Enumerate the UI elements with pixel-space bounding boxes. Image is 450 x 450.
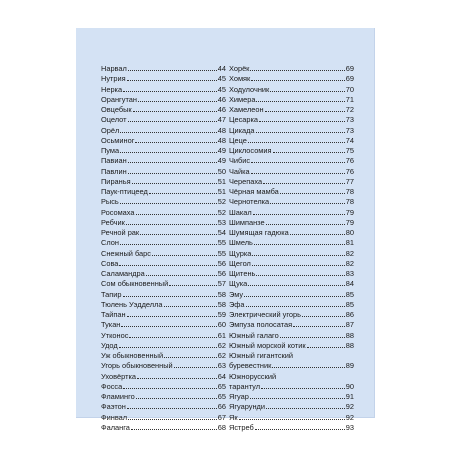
entry-name: Пиранья [101, 176, 131, 186]
entry-page: 69 [345, 74, 354, 84]
leader-dots [252, 255, 344, 256]
index-entry [101, 136, 226, 146]
index-entry [229, 64, 354, 74]
entry-page: 76 [345, 166, 354, 176]
leader-dots [129, 337, 216, 338]
leader-dots [174, 367, 217, 368]
index-entry [229, 136, 354, 146]
index-entry [101, 218, 226, 228]
entry-name: Цесарка [229, 115, 258, 125]
index-entry [101, 126, 226, 136]
entry-name: Тайпан [101, 310, 126, 319]
entry-name: Тюлень Уэдделла [101, 299, 163, 309]
index-entry [101, 249, 226, 259]
entry-name: Фаэтон [101, 402, 126, 412]
entry-page: 67 [217, 412, 226, 422]
leader-dots [149, 193, 217, 194]
entry-page: 80 [345, 228, 354, 237]
leader-dots [250, 70, 344, 71]
leader-dots [239, 419, 345, 420]
leader-dots [127, 408, 217, 409]
entry-page: 79 [345, 217, 354, 227]
leader-dots [128, 419, 217, 420]
entry-name-line1: Южный гигантский [229, 351, 294, 360]
index-entry [229, 167, 354, 177]
leader-dots [256, 101, 344, 102]
entry-page: 79 [345, 207, 354, 217]
leader-dots [121, 326, 216, 327]
entry-page: 92 [345, 402, 354, 412]
leader-dots [265, 111, 345, 112]
entry-page: 50 [217, 166, 226, 176]
index-entry [229, 331, 354, 341]
leader-dots [302, 316, 345, 317]
index-entry [229, 341, 354, 351]
entry-page: 77 [345, 176, 354, 186]
entry-name: Павиан [101, 156, 127, 166]
index-entry [101, 269, 226, 279]
entry-page: 56 [217, 258, 226, 268]
index-entry-wrapped [229, 372, 354, 393]
entry-page: 78 [345, 197, 354, 207]
entry-page: 92 [345, 412, 354, 422]
entry-name: Речной рак [101, 228, 140, 237]
index-entry [229, 85, 354, 95]
entry-page: 48 [217, 135, 226, 145]
entry-name: Фосса [101, 381, 123, 391]
index-entry [229, 300, 354, 310]
entry-name: Пума [101, 146, 120, 155]
leader-dots [254, 244, 345, 245]
index-entry [229, 126, 354, 136]
leader-dots [127, 80, 217, 81]
entry-name-line2: тарантул [229, 381, 261, 391]
entry-name: Нутрия [101, 74, 126, 84]
index-entry [229, 156, 354, 166]
index-entry [229, 218, 354, 228]
index-entry [101, 197, 226, 207]
entry-name: Хомяк [229, 74, 251, 84]
entry-name: Орангутан [101, 94, 137, 104]
entry-name: Угорь обыкновенный [101, 361, 173, 371]
entry-page: 85 [345, 289, 354, 299]
entry-name: Химера [229, 94, 256, 104]
leader-dots [132, 183, 217, 184]
entry-name: Ходулочник [229, 84, 270, 94]
entry-name: Фаланга [101, 422, 130, 432]
leader-dots [128, 173, 217, 174]
entry-name: Нерка [101, 84, 123, 94]
leader-dots [133, 111, 217, 112]
index-entry [229, 74, 354, 84]
entry-page: 88 [345, 330, 354, 340]
entry-page: 49 [217, 146, 226, 155]
entry-name: Южный галаго [229, 330, 279, 340]
entry-name: Эфа [229, 299, 245, 309]
entry-name: Нарвал [101, 64, 127, 73]
index-entry [101, 372, 226, 382]
entry-name: Сом обыкновенный [101, 279, 169, 289]
index-entry [101, 64, 226, 74]
entry-name: Орёл [101, 125, 120, 135]
leader-dots [135, 142, 216, 143]
index-entry [101, 156, 226, 166]
leader-dots [251, 173, 345, 174]
index-entry [101, 351, 226, 361]
entry-name: Уховёртка [101, 371, 136, 381]
entry-name: Ягуарунди [229, 402, 266, 412]
entry-page: 91 [345, 392, 354, 401]
index-entry [229, 177, 354, 187]
leader-dots [272, 367, 344, 368]
index-entry [229, 259, 354, 269]
index-entry [101, 105, 226, 115]
entry-name: Рысь [101, 197, 119, 207]
entry-page: 51 [217, 176, 226, 186]
leader-dots [255, 429, 345, 430]
index-entry [229, 187, 354, 197]
index-entry [101, 361, 226, 371]
index-entry [229, 392, 354, 402]
entry-name: Электрический угорь [229, 310, 301, 319]
entry-page: 65 [217, 381, 226, 391]
leader-dots [169, 285, 217, 286]
entry-page: 85 [345, 299, 354, 309]
index-entry [101, 208, 226, 218]
entry-name: Уж обыкновенный [101, 351, 164, 360]
entry-name: Як [229, 412, 238, 422]
entry-page: 48 [217, 125, 226, 135]
index-entry [229, 413, 354, 423]
leader-dots [131, 429, 217, 430]
entry-page: 47 [217, 115, 226, 125]
entry-name: Удод [101, 340, 118, 350]
index-entry [101, 228, 226, 238]
entry-name: Чайка [229, 166, 250, 176]
leader-dots [246, 306, 345, 307]
entry-page: 74 [345, 135, 354, 145]
entry-name: Овцебык [101, 105, 132, 114]
leader-dots [123, 91, 217, 92]
entry-page: 55 [217, 238, 226, 248]
leader-dots [266, 224, 345, 225]
entry-page: 81 [345, 238, 354, 248]
entry-page: 82 [345, 258, 354, 268]
index-entry [101, 279, 226, 289]
index-entry [101, 331, 226, 341]
entry-page: 71 [345, 94, 354, 104]
entry-page: 93 [345, 422, 354, 432]
entry-name: Хорёк [229, 64, 250, 73]
index-entry [229, 279, 354, 289]
entry-name: Шумящая гадюка [229, 228, 289, 237]
entry-page: 56 [217, 269, 226, 278]
index-entry [101, 300, 226, 310]
leader-dots [119, 347, 217, 348]
index-entry [101, 238, 226, 248]
index-entry [101, 85, 226, 95]
index-entry [229, 197, 354, 207]
entry-name: Павлин [101, 166, 127, 176]
entry-name-line2-row [229, 382, 354, 392]
leader-dots [120, 152, 217, 153]
entry-page: 64 [217, 371, 226, 381]
entry-name-line2-row [229, 361, 354, 371]
entry-page: 58 [217, 289, 226, 299]
entry-name: Ягуар [229, 392, 249, 401]
entry-page: 90 [345, 381, 354, 391]
index-entry [101, 259, 226, 269]
entry-name: Южный морской котик [229, 340, 306, 350]
entry-page: 65 [217, 392, 226, 401]
entry-page: 76 [345, 156, 354, 166]
leader-dots [119, 265, 216, 266]
leader-dots [280, 337, 345, 338]
entry-page: 53 [217, 217, 226, 227]
leader-dots [266, 408, 345, 409]
index-entry [229, 402, 354, 412]
leader-dots [146, 275, 217, 276]
leader-dots [120, 244, 217, 245]
index-entry [101, 146, 226, 156]
entry-page: 60 [217, 320, 226, 330]
entry-name: Слон [101, 238, 119, 248]
entry-page: 46 [217, 94, 226, 104]
index-entry [229, 423, 354, 433]
leader-dots [164, 306, 217, 307]
leader-dots [252, 265, 345, 266]
leader-dots [128, 70, 217, 71]
leader-dots [152, 255, 217, 256]
entry-page: 59 [217, 310, 226, 319]
index-entry [101, 413, 226, 423]
entry-page: 72 [345, 105, 354, 114]
entry-name: Сова [101, 258, 119, 268]
entry-page: 88 [345, 340, 354, 350]
leader-dots [128, 162, 217, 163]
leader-dots [307, 347, 345, 348]
leader-dots [123, 296, 217, 297]
index-entry [229, 146, 354, 156]
index-column-right [229, 64, 354, 433]
index-column-left [101, 64, 226, 433]
leader-dots [164, 357, 217, 358]
entry-name: Шакал [229, 207, 252, 217]
entry-name: Щурка [229, 248, 252, 258]
entry-page: 82 [345, 248, 354, 258]
leader-dots [270, 91, 344, 92]
book-page [76, 28, 375, 432]
index-entry [229, 310, 354, 320]
leader-dots [136, 398, 217, 399]
leader-dots [136, 214, 217, 215]
leader-dots [293, 326, 345, 327]
leader-dots [251, 162, 345, 163]
entry-name-line2: буревестник [229, 361, 272, 371]
index-entry-wrapped [229, 351, 354, 372]
entry-page: 61 [217, 330, 226, 340]
entry-name: Осьминог [101, 135, 135, 145]
leader-dots [256, 132, 345, 133]
entry-name: Тукан [101, 320, 121, 330]
entry-name: Саламандра [101, 269, 145, 278]
entry-page: 66 [217, 402, 226, 412]
entry-page: 52 [217, 207, 226, 217]
index-entry [229, 290, 354, 300]
entry-page: 63 [217, 361, 226, 371]
entry-name: Чернотелка [229, 197, 270, 207]
index-entry [101, 402, 226, 412]
entry-page: 87 [345, 320, 354, 330]
entry-name: Эму [229, 289, 244, 299]
entry-name: Щегол [229, 258, 251, 268]
index-entry [101, 167, 226, 177]
index-entry [101, 187, 226, 197]
entry-name: Шимпанзе [229, 217, 265, 227]
entry-name: Циклосомия [229, 146, 272, 155]
entry-page: 45 [217, 84, 226, 94]
leader-dots [248, 142, 345, 143]
entry-page: 84 [345, 279, 354, 289]
leader-dots [126, 224, 217, 225]
leader-dots [253, 214, 345, 215]
entry-name: Тапир [101, 289, 122, 299]
entry-page: 89 [345, 361, 354, 371]
entry-page: 49 [217, 156, 226, 166]
index-entry [101, 290, 226, 300]
entry-name: Оцелот [101, 115, 127, 125]
index-entry [229, 269, 354, 279]
entry-name: Щитень [229, 269, 256, 278]
leader-dots [248, 285, 344, 286]
index-entry [101, 310, 226, 320]
index-entry [229, 105, 354, 115]
entry-name: Ястреб [229, 422, 254, 432]
entry-name: Фламинго [101, 392, 135, 401]
leader-dots [127, 316, 217, 317]
index-entry [101, 392, 226, 402]
entry-page: 46 [217, 105, 226, 114]
entry-name: Паук-птицеед [101, 187, 148, 196]
leader-dots [123, 388, 217, 389]
leader-dots [140, 234, 217, 235]
leader-dots [251, 80, 344, 81]
leader-dots [120, 132, 216, 133]
entry-name: Цикада [229, 125, 255, 135]
entry-page: 44 [217, 64, 226, 73]
index-entry [101, 341, 226, 351]
leader-dots [250, 398, 345, 399]
entry-name: Утконос [101, 330, 129, 340]
leader-dots [128, 121, 217, 122]
entry-name: Снежный барс [101, 248, 151, 258]
entry-name: Черепаха [229, 176, 263, 186]
entry-page: 78 [345, 187, 354, 196]
leader-dots [256, 275, 344, 276]
entry-page: 54 [217, 228, 226, 237]
entry-page: 58 [217, 299, 226, 309]
index-entry [229, 95, 354, 105]
entry-name: Чибис [229, 156, 251, 166]
index-entry [229, 238, 354, 248]
entry-page: 45 [217, 74, 226, 84]
leader-dots [270, 203, 345, 204]
entry-name: Шмель [229, 238, 253, 248]
entry-page: 57 [217, 279, 226, 289]
entry-name: Хамелеон [229, 105, 264, 114]
index-entry [101, 115, 226, 125]
entry-page: 70 [345, 84, 354, 94]
entry-name: Эмпуза полосатая [229, 320, 293, 330]
entry-page: 62 [217, 340, 226, 350]
entry-page: 62 [217, 351, 226, 360]
index-entry [101, 382, 226, 392]
entry-page: 55 [217, 248, 226, 258]
leader-dots [261, 388, 345, 389]
index-entry [101, 423, 226, 433]
index-entry [229, 249, 354, 259]
entry-name: Чёрная мамба [229, 187, 279, 196]
entry-name: Ребчик [101, 217, 125, 227]
leader-dots [120, 203, 217, 204]
index-entry [101, 74, 226, 84]
leader-dots [290, 234, 345, 235]
leader-dots [259, 121, 345, 122]
leader-dots [280, 193, 345, 194]
index-entry [101, 320, 226, 330]
leader-dots [138, 101, 217, 102]
index-entry [101, 177, 226, 187]
entry-name: Цеце [229, 135, 247, 145]
entry-page: 52 [217, 197, 226, 207]
index-entry [229, 115, 354, 125]
leader-dots [137, 378, 217, 379]
entry-page: 69 [345, 64, 354, 73]
index-entry [229, 320, 354, 330]
entry-page: 51 [217, 187, 226, 196]
index-entry [229, 208, 354, 218]
entry-page: 83 [345, 269, 354, 278]
entry-name: Росомаха [101, 207, 135, 217]
entry-page: 73 [345, 125, 354, 135]
entry-name: Финвал [101, 412, 128, 422]
entry-page: 86 [345, 310, 354, 319]
index-entry [101, 95, 226, 105]
leader-dots [273, 152, 345, 153]
entry-page: 68 [217, 422, 226, 432]
index-entry [229, 228, 354, 238]
entry-name: Щука [229, 279, 248, 289]
entry-page: 75 [345, 146, 354, 155]
leader-dots [244, 296, 345, 297]
entry-name-line1: Южнорусский [229, 371, 277, 381]
entry-page: 73 [345, 115, 354, 125]
leader-dots [263, 183, 345, 184]
